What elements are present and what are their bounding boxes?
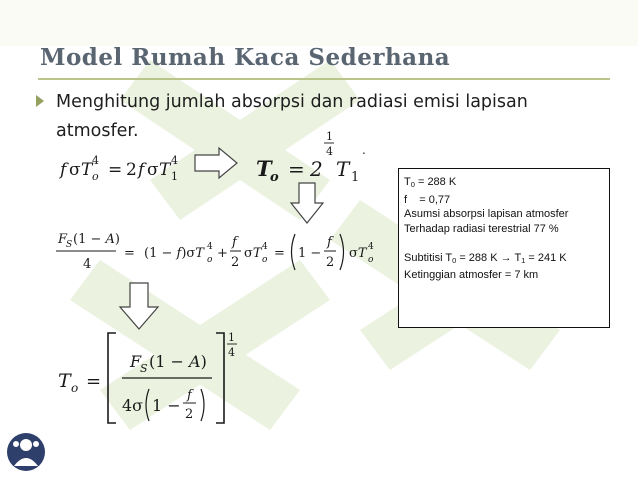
svg-text:=: = [86, 371, 102, 392]
info-spacer [404, 236, 604, 251]
svg-text:o: o [207, 255, 213, 265]
svg-text:1: 1 [351, 170, 360, 185]
right-arrow-icon: → [500, 251, 512, 264]
svg-text:o: o [92, 170, 99, 183]
svg-text:f: f [60, 160, 67, 180]
title-divider [38, 78, 610, 80]
equation-temperature-ratio [252, 124, 382, 188]
svg-text:F: F [58, 232, 68, 247]
svg-text:=: = [124, 246, 135, 261]
svg-text:1: 1 [228, 331, 235, 344]
info-line-assumption-1: Asumsi absorpsi lapisan atmosfer [404, 208, 569, 220]
svg-text:1 −: 1 − [298, 246, 322, 261]
svg-text:1 −: 1 − [152, 396, 181, 415]
svg-text:4: 4 [92, 154, 99, 167]
right-arrow-icon [193, 146, 239, 180]
equation-energy-balance [52, 224, 392, 282]
svg-text:f: f [232, 235, 237, 250]
slide-title: Model Rumah Kaca Sederhana [40, 44, 451, 71]
svg-text:2: 2 [231, 255, 240, 270]
info-line-t0: $T_0 = 288$ K [404, 176, 457, 189]
svg-text:(1 − f)σT: (1 − f)σT [144, 246, 204, 261]
equation-surface-temperature [52, 325, 242, 431]
svg-text:o: o [71, 381, 79, 395]
svg-text:=: = [274, 246, 285, 261]
svg-text:1: 1 [326, 130, 333, 143]
svg-text:.: . [362, 143, 366, 157]
info-box [398, 168, 610, 328]
equation-flux-balance [56, 145, 196, 189]
svg-text:1: 1 [171, 170, 178, 183]
svg-text:o: o [368, 255, 374, 265]
svg-text:T: T [159, 160, 171, 180]
svg-text:4: 4 [326, 145, 333, 158]
svg-text:S: S [66, 240, 73, 250]
svg-text:σT: σT [244, 246, 262, 261]
svg-text:+: + [217, 246, 228, 261]
svg-text:T: T [81, 160, 93, 180]
svg-text:T: T [58, 370, 71, 392]
svg-text:4: 4 [171, 154, 178, 167]
svg-text:T: T [336, 157, 350, 181]
info-line-substitution: Subtitisi $T_0 = 288$ $K \to T_1 = 241$ K [404, 251, 567, 265]
svg-text:f: f [327, 235, 332, 250]
down-arrow-icon [118, 281, 160, 331]
top-bar [0, 0, 638, 46]
svg-text:σ: σ [69, 160, 81, 180]
svg-text:2: 2 [326, 255, 335, 270]
bullet-arrow-icon [36, 95, 44, 107]
info-line-assumption-2: Terhadap radiasi terestrial 77 % [404, 222, 559, 235]
svg-text:4: 4 [83, 257, 92, 272]
svg-text:4: 4 [368, 242, 374, 252]
svg-text:=: = [108, 160, 123, 180]
svg-text:(1 − A): (1 − A) [149, 352, 207, 371]
svg-text:4: 4 [262, 242, 268, 252]
svg-text:σ: σ [147, 160, 159, 180]
svg-text:=: = [288, 157, 305, 181]
svg-text:o: o [270, 170, 279, 185]
institution-logo [4, 430, 48, 474]
bullet-text: Menghitung jumlah absorpsi dan radiasi emisi lapisan atmosfer. [56, 92, 528, 141]
svg-text:f: f [187, 388, 192, 403]
svg-text:σT: σT [349, 246, 367, 261]
info-line-altitude: Ketinggian atmosfer = 7 km [404, 269, 539, 281]
svg-text:o: o [262, 255, 268, 265]
info-line-f: f = 0,77 [404, 193, 451, 206]
svg-text:4σ: 4σ [122, 396, 144, 415]
svg-text:4: 4 [207, 242, 213, 252]
down-arrow-icon [289, 181, 325, 225]
svg-text:F: F [130, 352, 142, 371]
svg-text:f: f [138, 160, 145, 180]
svg-text:(1 − A): (1 − A) [73, 232, 120, 247]
svg-text:4: 4 [228, 346, 235, 359]
svg-text:T: T [256, 156, 272, 181]
svg-text:2: 2 [185, 407, 194, 422]
svg-text:S: S [140, 362, 148, 375]
svg-text:2: 2 [126, 160, 137, 180]
svg-text:2: 2 [310, 157, 323, 181]
